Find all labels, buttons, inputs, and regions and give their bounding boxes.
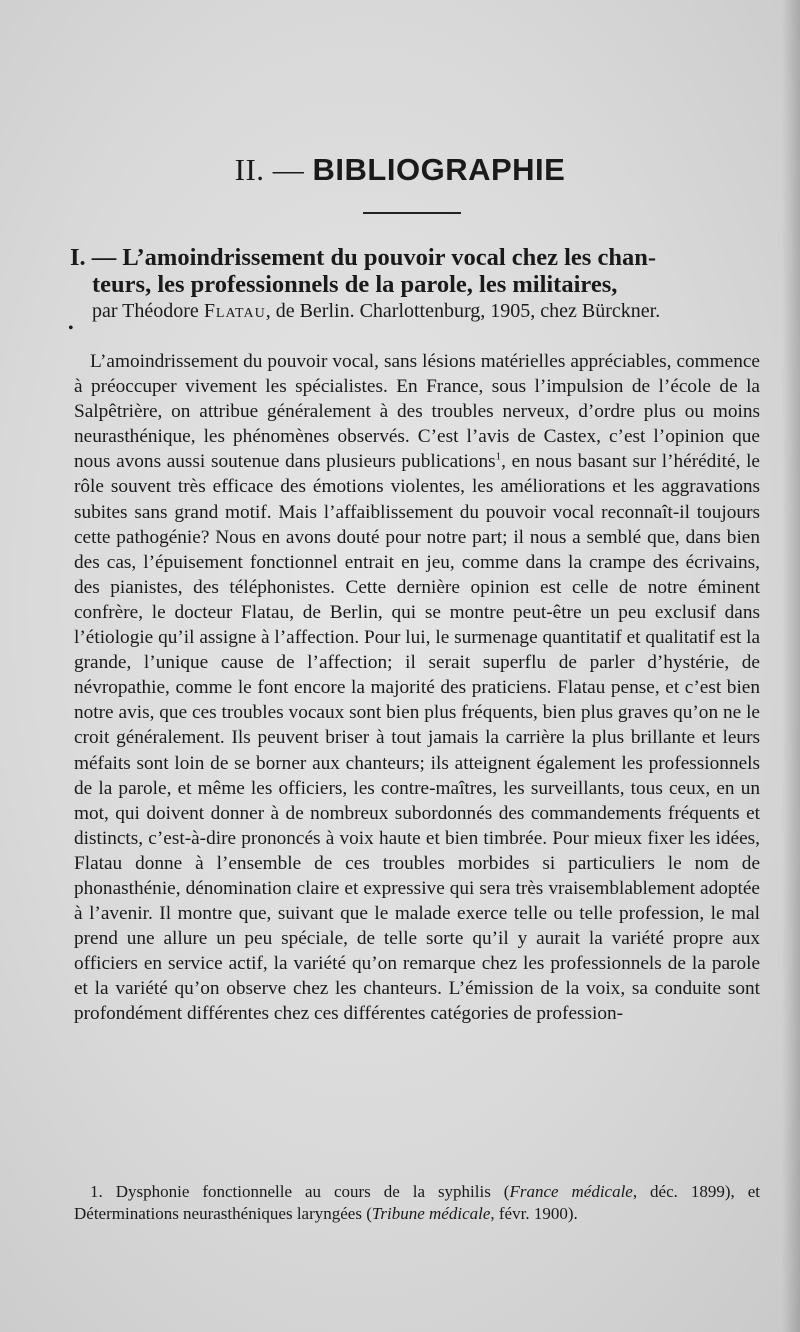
author-name: Flatau (203, 300, 266, 322)
entry-title (70, 244, 760, 298)
footnote-source-2: Tribune médicale (371, 1204, 491, 1223)
footnote-text-1: Dysphonie fonctionnelle au cours de la syphilis ( (115, 1182, 510, 1201)
footnote-reference: 1 (495, 450, 502, 463)
footnote-text-3: , févr. 1900). (490, 1204, 578, 1223)
footnote-marker: 1. (90, 1182, 116, 1201)
footnote-paragraph (74, 1181, 760, 1225)
body-text-part-1: L’amoindrissement du pouvoir vocal, sans lésions matérielles appréciables, commence à préoccuper vivement les spécialistes. En France, sous l’impulsion de l’école de la Salpêtrière, on attribue généralement à des troubles nerveux, d’ordre plus ou moins neurasthénique, les phénomènes observés. C’est l’avis de Castex, c’est l’opinion que nous avons aussi soutenue dans plusieurs publications (74, 351, 760, 473)
section-heading: BIBLIOGRAPHIE (312, 152, 566, 187)
entry-title-line-1: L’amoindrissement du pouvoir vocal chez les chan- (122, 244, 657, 271)
byline-prefix: par Théodore (92, 300, 204, 322)
section-number: II. — (234, 152, 305, 187)
entry-byline (92, 298, 760, 324)
footnote (74, 1181, 760, 1225)
review-body (74, 349, 760, 1027)
entry-title-line-2: teurs, les professionnels de la parole, les militaires, (92, 271, 618, 298)
body-paragraph (74, 349, 760, 1027)
page-spine-shadow (782, 0, 800, 1332)
byline-publication: , de Berlin. Charlottenburg, 1905, chez Bürckner. (265, 300, 661, 322)
footnote-text-2: , déc. 1899), et Déterminations neurasthéniques laryngées ( (74, 1182, 760, 1223)
footnote-source-1: France médicale (509, 1182, 633, 1201)
margin-bullet: • (68, 320, 74, 337)
title-rule (363, 212, 461, 214)
body-text-part-2: , en nous basant sur l’hérédité, le rôle souvent très efficace des émotions violentes, les améliorations et les aggravations subites sans grand motif. Mais l’affaiblissement du pouvoir vocal reconnaît-il toujours cette pathogénie? Nous en avons douté pour notre part; il nous a semblé que, dans bien des cas, l’épuisement fonctionnel entrait en jeu, comme dans la crampe des écrivains, des pianistes, des téléphonistes. Cette dernière opinion est celle de notre éminent confrère, le docteur Flatau, de Berlin, qui se montre peut-être un peu exclusif dans l’étiologie qu’il assigne à l’affection. Pour lui, le surmenage quantitatif et qualitatif est la grande, l’unique cause de l’affection; il serait superflu de parler d’hystérie, de névropathie, comme le font encore la majorité des praticiens. Flatau pense, et c’est bien notre avis, que ces troubles vocaux sont bien plus fréquents, bien plus graves qu’on ne le croit généralement. Ils peuvent briser à tout jamais la carrière la plus brillante et leurs méfaits sont loin de se borner aux chanteurs; ils atteignent également les professionnels de la parole, et même les officiers, les contre-maîtres, les surveillants, tous ceux, en un mot, qui doivent donner à de nombreux subordonnés des commandements fréquents et distincts, c’est-à-dire prononcés à voix haute et bien timbrée. Pour mieux fixer les idées, Flatau donne à l’ensemble de ces troubles morbides si particuliers le nom de phonasthénie, dénomination claire et expressive qui sera très vraisemblablement adoptée à l’avenir. Il montre que, suivant que le malade exerce telle ou telle profession, le mal prend une allure un peu spéciale, de telle sorte qu’il y aurait la variété propre aux officiers en service actif, la variété qu’on remarque chez les professionnels de la parole et la variété qu’on observe chez les chanteurs. L’émission de la voix, sa conduite sont profondément différentes chez ces différentes catégories de profession- (74, 451, 760, 1025)
section-title (0, 152, 800, 188)
entry-number: I. — (70, 244, 123, 271)
